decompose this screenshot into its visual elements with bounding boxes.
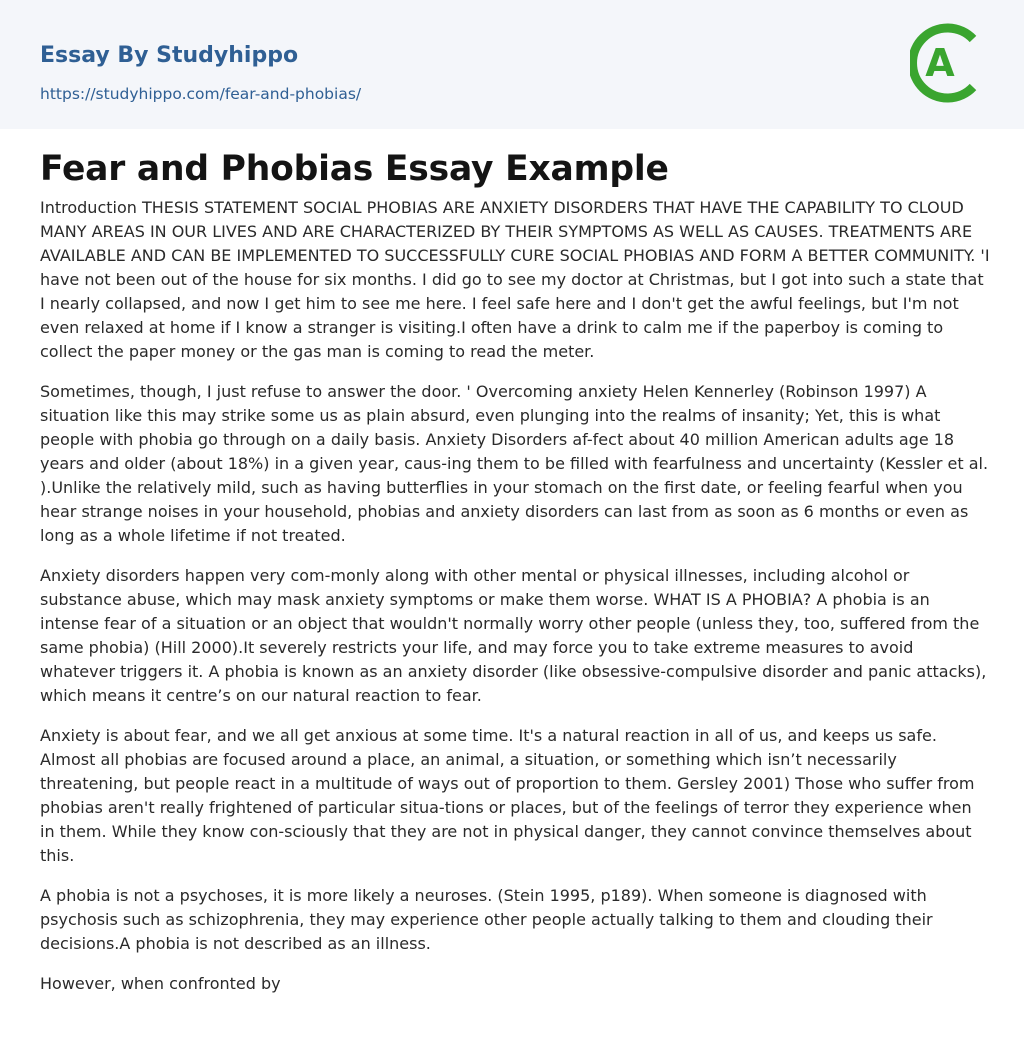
studyhippo-logo-icon[interactable] bbox=[910, 18, 990, 108]
paragraph-4: Anxiety is about fear, and we all get anxious at some time. It's a natural reaction in all of us, and keeps us safe. Almost all phobias are focused around a place, an animal, a situation, or something which isn’t necessarily threatening, but people react in a multitude of ways out of proportion to them. Gersley 2001) Those who suffer from phobias aren't really frightened of particular situa-tions or places, but of the feelings of terror they experience when in them. While they know con-sciously that they are not in physical danger, they cannot convince themselves about this. bbox=[40, 726, 975, 865]
paragraph-6: However, when confronted by bbox=[40, 974, 281, 993]
logo-letter: A bbox=[925, 41, 955, 85]
page-title: Fear and Phobias Essay Example bbox=[40, 149, 669, 189]
article bbox=[40, 129, 990, 996]
essay-url-link[interactable]: https://studyhippo.com/fear-and-phobias/ bbox=[40, 85, 362, 103]
paragraph-2: Sometimes, though, I just refuse to answer the door. ' Overcoming anxiety Helen Kennerley (Robinson 1997) A situation like this may strike some us as plain absurd, even plunging into the realms of insanity; Yet, this is what people with phobia go through on a daily basis. Anxiety Disorders af-fect about 40 million American adults age 18 years and older (about 18%) in a given year, caus-ing them to be filled with fearfulness and uncertainty (Kessler et al. ).Unlike the relatively mild, such as having butterflies in your stomach on the first date, or feeling fearful when you hear strange noises in your household, phobias and anxiety disorders can last from as soon as 6 months or even as long as a whole lifetime if not treated. bbox=[40, 382, 989, 545]
paragraph-1: Introduction THESIS STATEMENT SOCIAL PHOBIAS ARE ANXIETY DISORDERS THAT HAVE THE CAPABILITY TO CLOUD MANY AREAS IN OUR LIVES AND ARE CHARACTERIZED BY THEIR SYMPTOMS AS WELL AS CAUSES. TREATMENTS ARE AVAILABLE AND CAN BE IMPLEMENTED TO SUCCESSFULLY CURE SOCIAL PHOBIAS AND FORM A BETTER COMMUNITY. 'I have not been out of the house for six months. I did go to see my doctor at Christmas, but I got into such a state that I nearly collapsed, and now I get him to see me here. I feel safe here and I don't get the awful feelings, but I'm not even relaxed at home if I know a stranger is visiting.I often have a drink to calm me if the paperboy is coming to collect the paper money or the gas man is coming to read the meter. bbox=[40, 198, 990, 361]
paragraph-5: A phobia is not a psychoses, it is more likely a neuroses. (Stein 1995, p189). When someone is diagnosed with psychosis such as schizophrenia, they may experience other people actually talking to them and clouding their decisions.A phobia is not described as an illness. bbox=[40, 886, 933, 953]
site-brand[interactable]: Essay By Studyhippo bbox=[40, 43, 299, 68]
paragraph-3: Anxiety disorders happen very com-monly along with other mental or physical illnesses, including alcohol or substance abuse, which may mask anxiety symptoms or make them worse. WHAT IS A PHOBIA? A phobia is an intense fear of a situation or an object that wouldn't normally worry other people (unless they, too, suffered from the same phobia) (Hill 2000).It severely restricts your life, and may force you to take extreme measures to avoid whatever triggers it. A phobia is known as an anxiety disorder (like obsessive-compulsive disorder and panic attacks), which means it centre’s on our natural reaction to fear. bbox=[40, 566, 987, 705]
site-header bbox=[0, 0, 1024, 129]
